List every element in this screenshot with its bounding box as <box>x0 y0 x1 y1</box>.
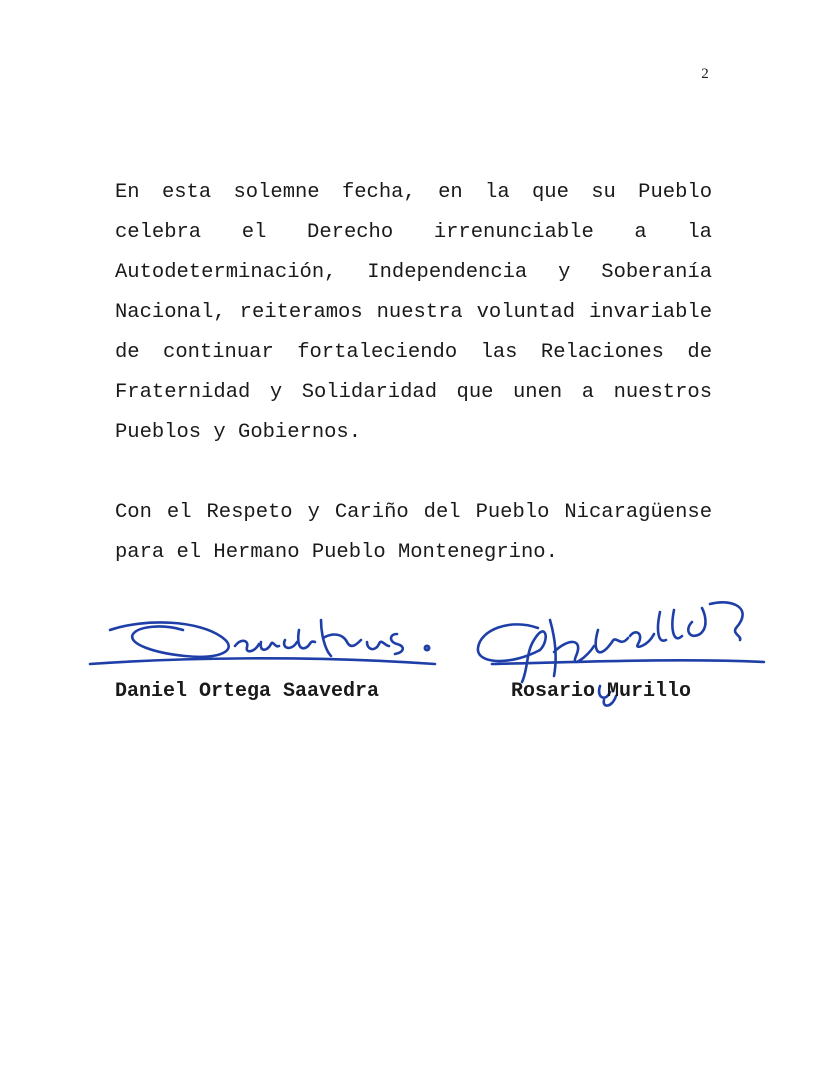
letter-body <box>115 173 712 573</box>
signer-name-rosario-murillo: Rosario Murillo <box>511 680 692 703</box>
signer-name-daniel-ortega: Daniel Ortega Saavedra <box>115 680 380 703</box>
signature-daniel-ortega <box>85 600 445 680</box>
page-number: 2 <box>701 66 709 82</box>
letter-paragraph-1: En esta solemne fecha, en la que su Pueblo celebra el Derecho irrenunciable a la Autodeterminación, Independencia y Soberanía Nacional, reiteramos nuestra voluntad invariable de continuar fortaleciendo las Relaciones de Fraternidad y Solidaridad que unen a nuestros Pueblos y Gobiernos. <box>115 181 712 444</box>
letter-paragraph-2: Con el Respeto y Cariño del Pueblo Nicaragüense para el Hermano Pueblo Montenegrino. <box>115 501 712 564</box>
